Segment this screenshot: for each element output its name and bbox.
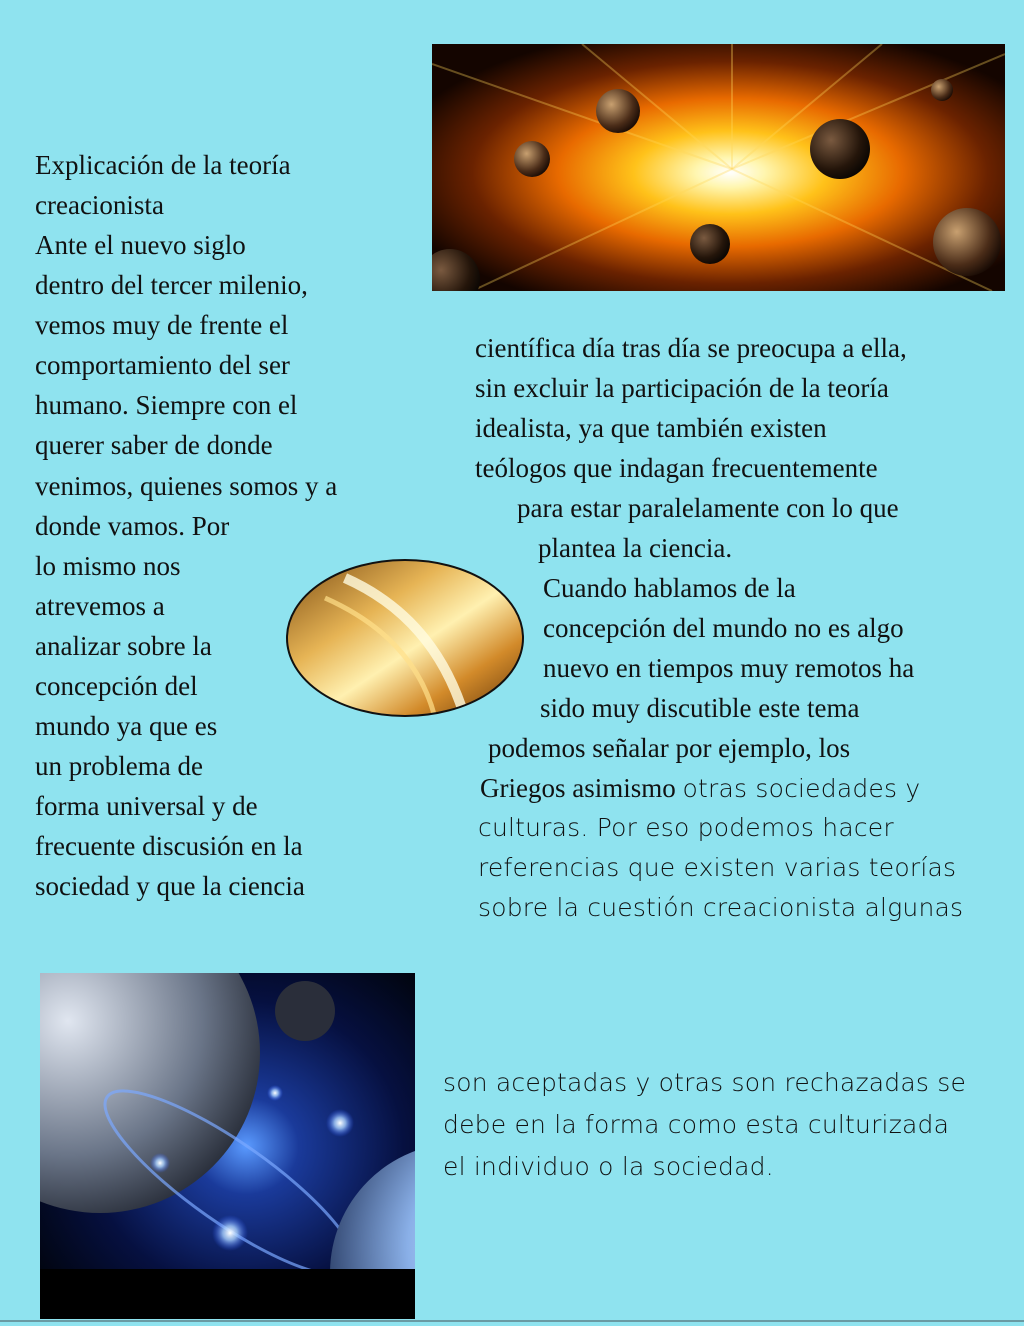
bottom-line-1: son aceptadas y otras son rechazadas se: [443, 1068, 967, 1097]
right-line-7: Cuando hablamos de la: [543, 573, 796, 603]
left-line-19: sociedad y que la ciencia: [35, 871, 305, 901]
left-line-15: mundo ya que es: [35, 711, 218, 741]
right-line-1: científica día tras día se preocupa a ella,: [475, 333, 907, 363]
right-mixed-serif: Griegos asimismo: [480, 773, 683, 803]
right-line-4: teólogos que indagan frecuentemente: [475, 453, 878, 483]
right-line-8: concepción del mundo no es algo: [543, 613, 904, 643]
right-line-5: para estar paralelamente con lo que: [517, 493, 899, 523]
left-line-11: lo mismo nos: [35, 551, 181, 581]
left-line-17: forma universal y de: [35, 791, 258, 821]
left-line-14: concepción del: [35, 671, 198, 701]
bottom-line-3: el individuo o la sociedad.: [443, 1152, 774, 1181]
right-line-11: podemos señalar por ejemplo, los: [488, 733, 851, 763]
right-mixed-hand: otras sociedades y: [682, 774, 921, 803]
left-line-8: querer saber de donde: [35, 430, 273, 460]
left-line-6: comportamiento del ser: [35, 350, 290, 380]
left-line-18: frecuente discusión en la: [35, 831, 303, 861]
left-line-16: un problema de: [35, 751, 203, 781]
left-line-12: atrevemos a: [35, 591, 165, 621]
left-line-5: vemos muy de frente el: [35, 310, 289, 340]
left-line-2: creacionista: [35, 190, 164, 220]
right-line-10: sido muy discutible este tema: [540, 693, 860, 723]
left-line-9: venimos, quienes somos y a: [35, 471, 338, 501]
right-hand-line-1: culturas. Por eso podemos hacer: [478, 813, 894, 842]
right-line-9: nuevo en tiempos muy remotos ha: [543, 653, 915, 683]
left-line-7: humano. Siempre con el: [35, 390, 298, 420]
right-line-3: idealista, ya que también existen: [475, 413, 827, 443]
right-hand-line-2: referencias que existen varias teorías: [478, 853, 957, 882]
left-line-3: Ante el nuevo siglo: [35, 230, 246, 260]
page-bottom-rule: [0, 1320, 1024, 1322]
golden-nebula-oval-image: [285, 558, 525, 718]
left-line-4: dentro del tercer milenio,: [35, 270, 308, 300]
right-line-6: plantea la ciencia.: [538, 533, 733, 563]
sun-planets-image: [432, 44, 1005, 291]
right-line-2: sin excluir la participación de la teoría: [475, 373, 889, 403]
right-hand-line-3: sobre la cuestión creacionista algunas: [478, 893, 964, 922]
right-mixed-line: [480, 768, 920, 809]
sun-planets-illustration: [432, 44, 1005, 291]
blue-space-illustration: [40, 973, 415, 1319]
blue-space-planets-image: [40, 973, 415, 1319]
left-line-13: analizar sobre la: [35, 631, 212, 661]
bottom-line-2: debe en la forma como esta culturizada: [443, 1110, 950, 1139]
golden-nebula-illustration: [285, 558, 525, 718]
left-line-10: donde vamos. Por: [35, 511, 230, 541]
left-line-1: Explicación de la teoría: [35, 150, 291, 180]
